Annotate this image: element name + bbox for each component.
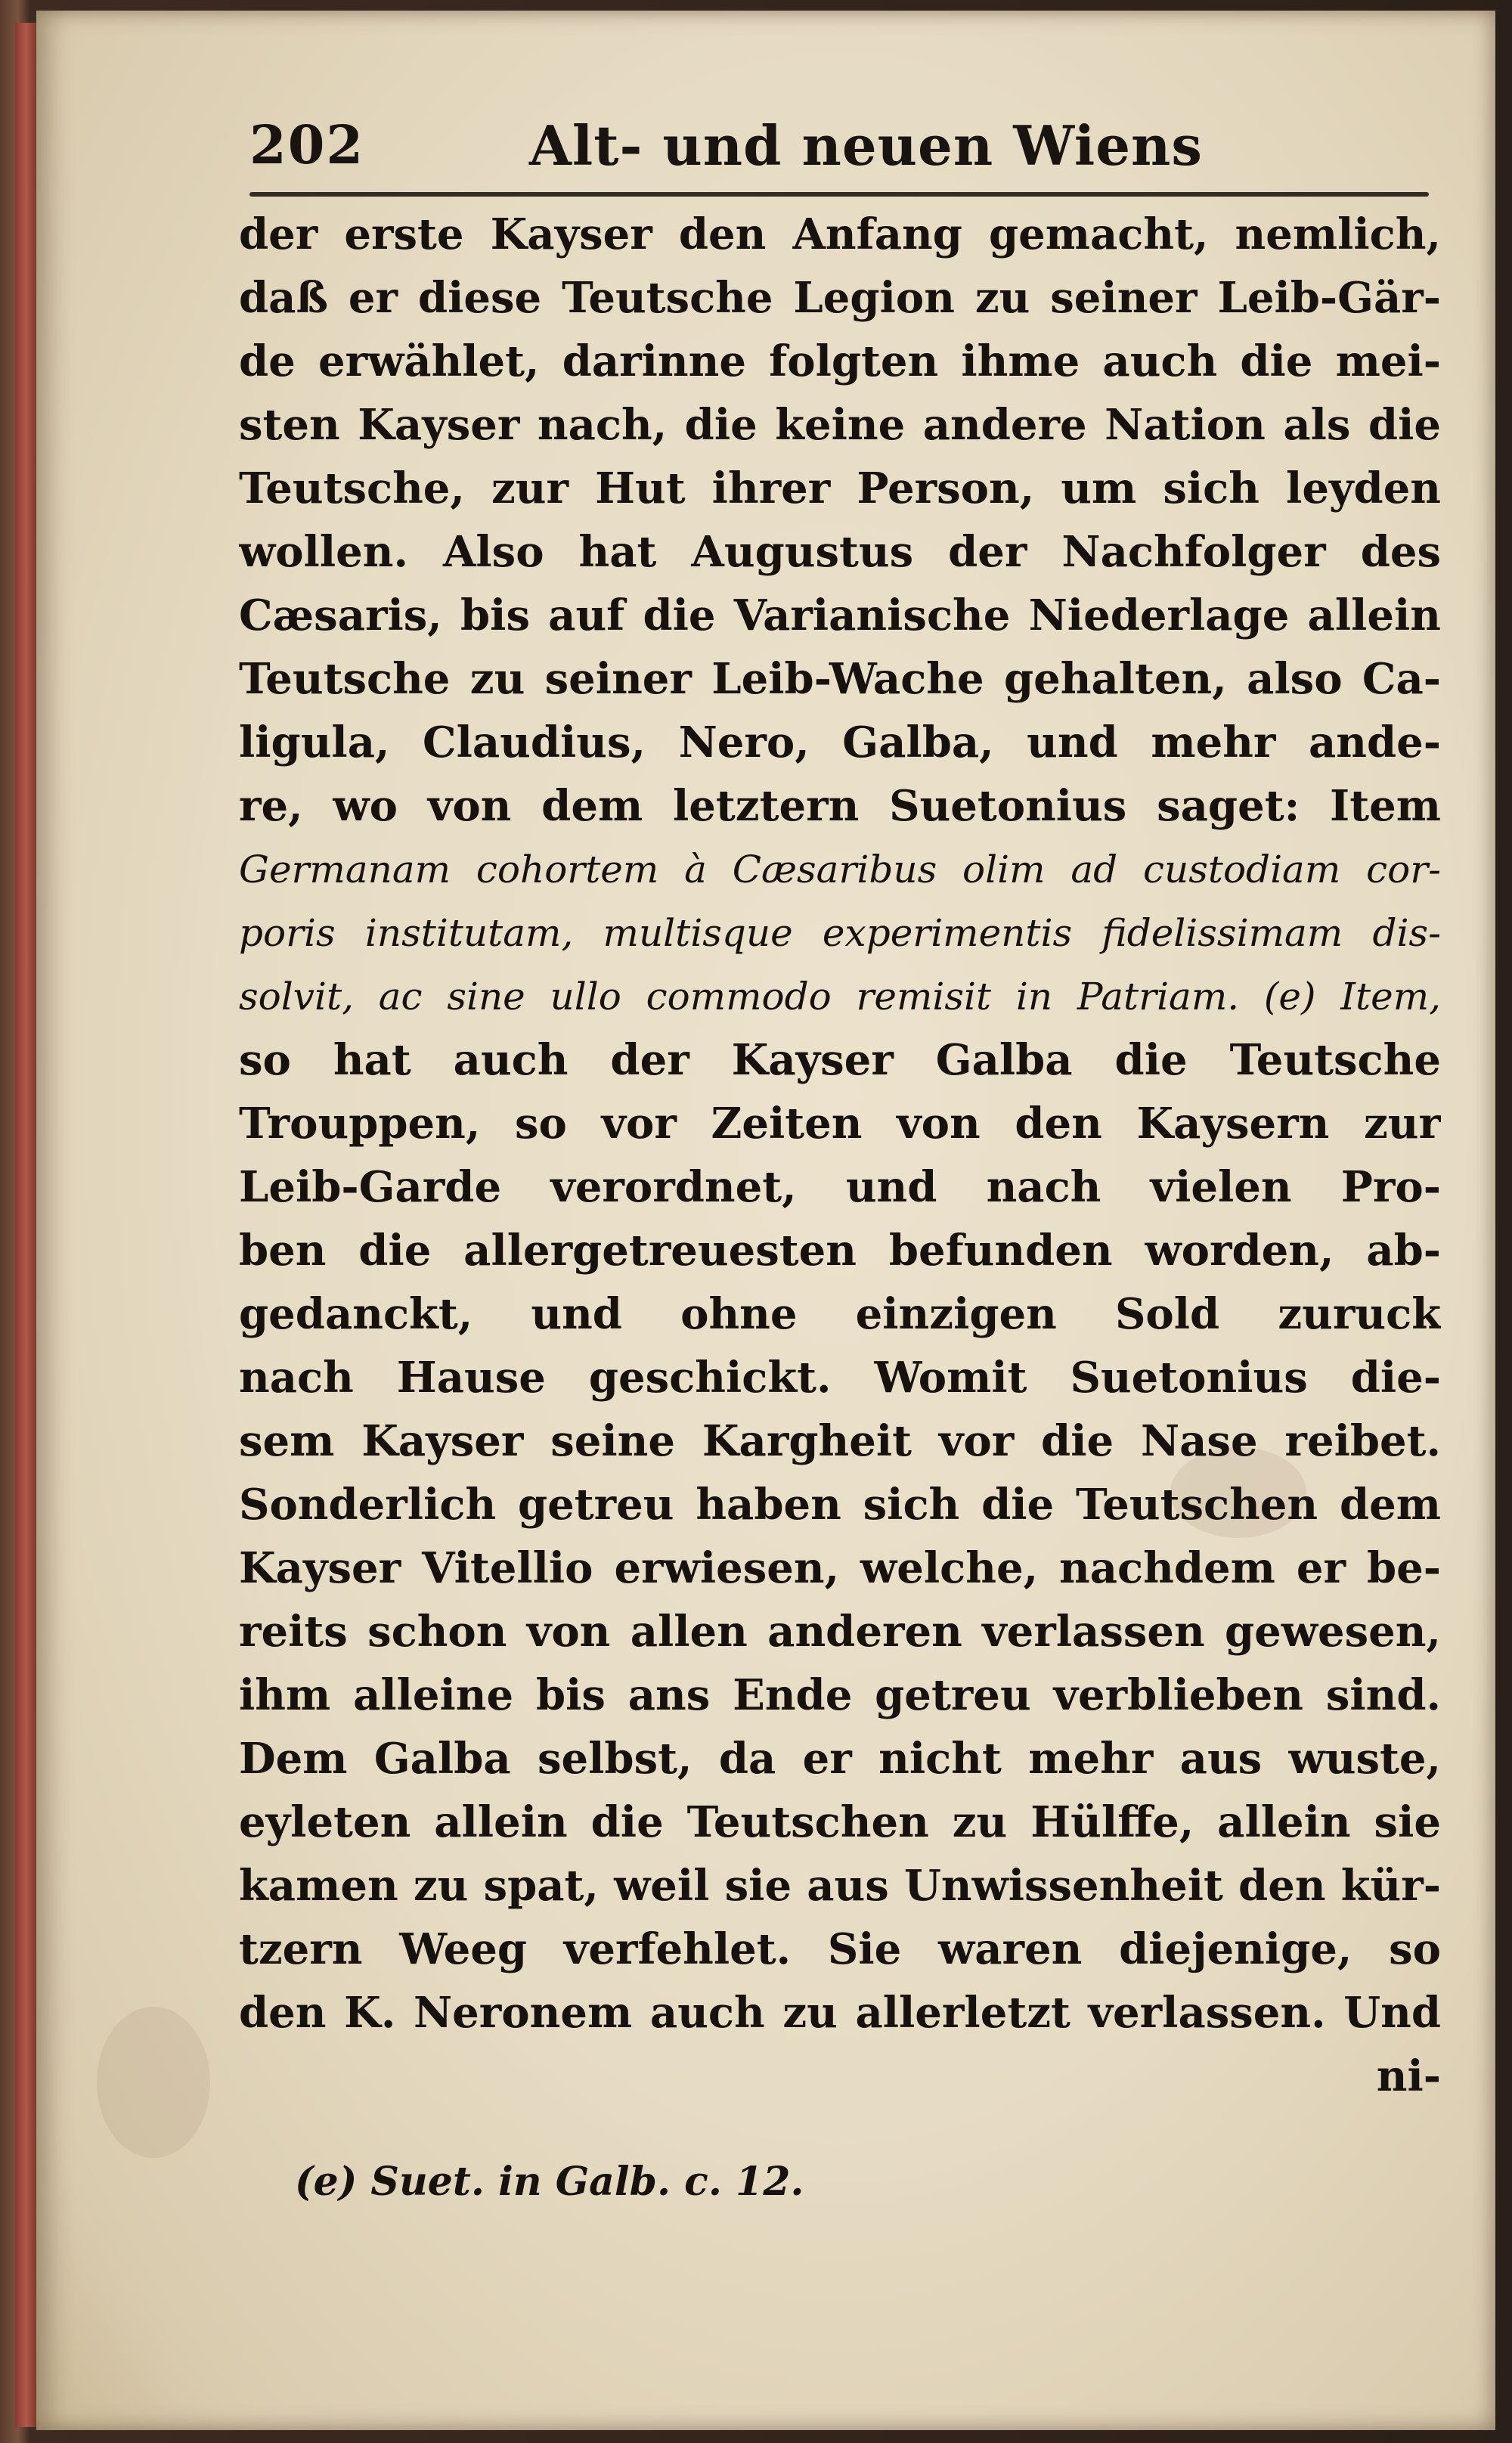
text-line: wollen. Also hat Augustus der Nachfolger des [239, 527, 1441, 577]
text-line: der erste Kayser den Anfang gemacht, nemlich, [239, 209, 1441, 259]
text-line: Kayser Vitellio erwiesen, welche, nachdem er be- [239, 1543, 1441, 1593]
text-line: daß er diese Teutsche Legion zu seiner Leib-Gär- [239, 273, 1441, 323]
page-edge [15, 23, 38, 2427]
latin-quote-line: solvit, ac sine ullo commodo remisit in Patriam. (e) Item, [239, 975, 1441, 1018]
running-head: Alt- und neuen Wiens [529, 113, 1203, 178]
body-text [239, 203, 1441, 2108]
footnote: (e) Suet. in Galb. c. 12. [295, 2159, 804, 2205]
text-line: Cæsaris, bis auf die Varianische Niederlage allein [239, 591, 1441, 640]
text-line: kamen zu spat, weil sie aus Unwissenheit den kür- [239, 1861, 1441, 1911]
text-line: ben die allergetreuesten befunden worden, ab- [239, 1226, 1441, 1276]
text-line: ligula, Claudius, Nero, Galba, und mehr ande- [239, 718, 1441, 767]
text-line: Dem Galba selbst, da er nicht mehr aus wuste, [239, 1734, 1441, 1784]
text-line: sem Kayser seine Kargheit vor die Nase reibet. [239, 1416, 1441, 1466]
catchword: ni- [1376, 2051, 1441, 2101]
text-line: tzern Weeg verfehlet. Sie waren diejenige, so [239, 1924, 1441, 1974]
latin-quote-line: poris institutam, multisque experimentis fidelissimam dis- [239, 911, 1441, 955]
text-line: Sonderlich getreu haben sich die Teutschen dem [239, 1480, 1441, 1530]
latin-quote-line: Germanam cohortem à Cæsaribus olim ad custodiam cor- [239, 848, 1441, 891]
page-number: 202 [249, 113, 365, 176]
text-line: Teutsche zu seiner Leib-Wache gehalten, also Ca- [239, 654, 1441, 704]
text-line: so hat auch der Kayser Galba die Teutsche [239, 1035, 1441, 1085]
text-line: eyleten allein die Teutschen zu Hülffe, allein sie [239, 1797, 1441, 1847]
text-line: gedanckt, und ohne einzigen Sold zuruck [239, 1289, 1441, 1339]
page-header [249, 113, 1429, 204]
text-line: nach Hause geschickt. Womit Suetonius die- [239, 1353, 1441, 1403]
text-line: sten Kayser nach, die keine andere Nation als die [239, 400, 1441, 450]
header-rule [249, 192, 1429, 197]
text-line: re, wo von dem letztern Suetonius saget: Item [239, 781, 1441, 831]
paper-stain [97, 2007, 210, 2158]
text-line: de erwählet, darinne folgten ihme auch die mei- [239, 336, 1441, 386]
text-line: ihm alleine bis ans Ende getreu verblieben sind. [239, 1670, 1441, 1720]
text-line: den K. Neronem auch zu allerletzt verlassen. Und [239, 1988, 1441, 2038]
text-line: reits schon von allen anderen verlassen gewesen, [239, 1607, 1441, 1657]
text-line: Teutsche, zur Hut ihrer Person, um sich leyden [239, 463, 1441, 513]
text-line: Leib-Garde verordnet, und nach vielen Pro- [239, 1162, 1441, 1212]
text-line: Trouppen, so vor Zeiten von den Kaysern zur [239, 1099, 1441, 1149]
